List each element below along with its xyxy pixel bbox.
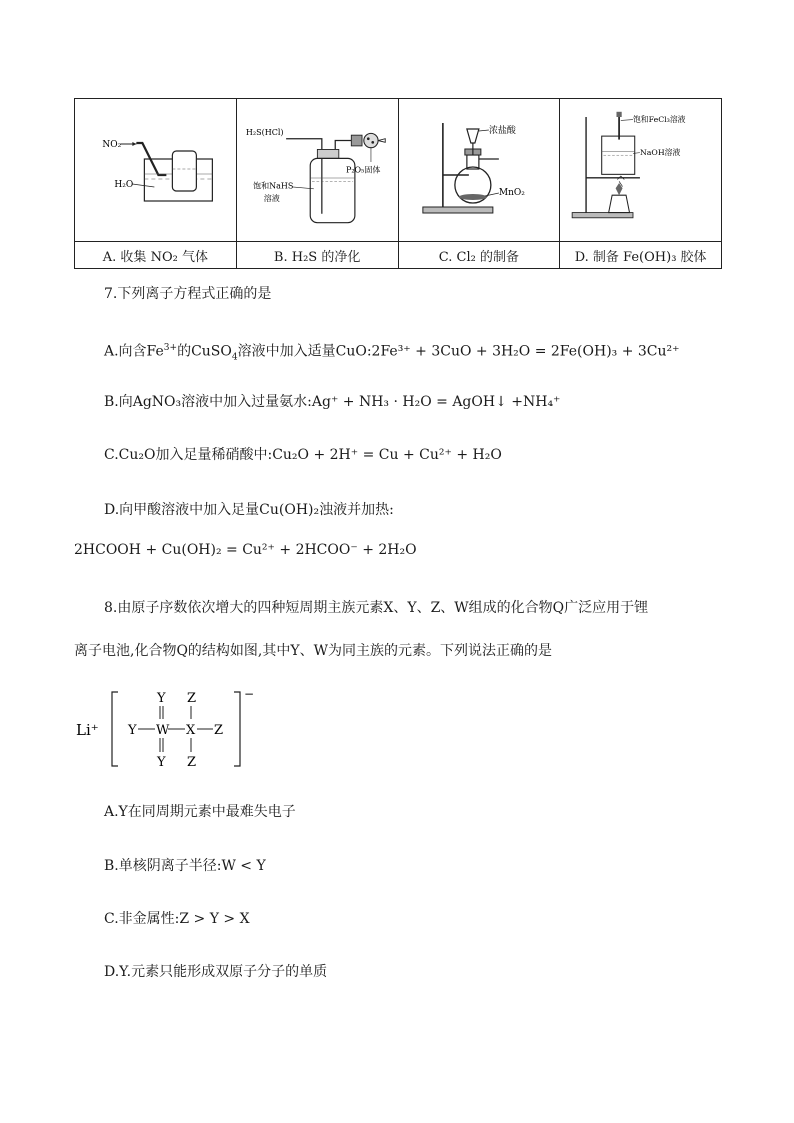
- struct-atom-x: X: [186, 723, 196, 738]
- q7-option-a: A.向含$Fe^{3+}$的CuSO$_4$溶液中加入适量CuO:2Fe³⁺ + 3CuO + 3H₂O = 2Fe(OH)₃ + 3Cu²⁺: [104, 343, 680, 363]
- label-h2s-hcl: H₂S(HCl): [245, 128, 284, 138]
- struct-charge: −: [244, 687, 255, 701]
- struct-atom-z-bottom: Z: [187, 755, 197, 770]
- q7-option-b-text: B.向AgNO₃溶液中加入过量氨水:: [104, 394, 312, 410]
- q7-option-c: [104, 445, 502, 465]
- q8-stem-line2: 离子电池,化合物Q的结构如图,其中Y、W为同主族的元素。下列说法正确的是: [74, 643, 553, 659]
- label-no2: NO₂: [102, 140, 122, 150]
- caption-a: A. 收集 NO₂ 气体: [75, 242, 237, 269]
- h2s-purification-diagram: [237, 99, 398, 241]
- q7-option-b-eq: Ag⁺ + NH₃ · H₂O = AgOH↓ +NH₄⁺: [311, 394, 561, 410]
- no2-collection-diagram: [75, 99, 236, 241]
- struct-atom-y-top: Y: [157, 691, 166, 706]
- struct-atom-y-bottom: Y: [157, 755, 166, 770]
- q8-option-b: B.单核阴离子半径:W < Y: [104, 858, 266, 874]
- apparatus-table: [74, 98, 722, 269]
- apparatus-b-figure: [236, 99, 398, 242]
- struct-atom-y-left: Y: [128, 723, 137, 738]
- cl2-preparation-diagram: [399, 99, 560, 241]
- fe-oh3-colloid-diagram: [560, 99, 721, 241]
- apparatus-a-figure: [75, 99, 237, 242]
- label-p2o5: P₂O₅固体: [345, 165, 381, 175]
- q7-option-a-prefix: A.向含Fe: [104, 343, 164, 360]
- label-nahs: 饱和NaHS: [252, 181, 294, 191]
- label-fecl3: 饱和FeCl₃溶液: [633, 115, 686, 125]
- q7-option-c-eq: Cu₂O + 2H⁺ = Cu + Cu²⁺ + H₂O: [272, 447, 502, 463]
- compound-q-structure: [74, 686, 264, 772]
- q8-option-a: A.Y在同周期元素中最难失电子: [104, 804, 296, 820]
- q7-option-b: [104, 392, 560, 412]
- label-naoh: NaOH溶液: [640, 148, 681, 158]
- q8-option-d: D.Y.元素只能形成双原子分子的单质: [104, 964, 328, 980]
- label-solution: 溶液: [263, 194, 280, 204]
- struct-atom-z-top: Z: [187, 691, 197, 706]
- caption-c: C. Cl₂ 的制备: [398, 242, 560, 269]
- label-h2o: H₂O: [114, 180, 134, 190]
- apparatus-d-figure: [560, 99, 722, 242]
- struct-cation: Li⁺: [76, 721, 99, 739]
- q8-option-c: C.非金属性:Z > Y > X: [104, 911, 250, 927]
- caption-d: D. 制备 Fe(OH)₃ 胶体: [560, 242, 722, 269]
- struct-atom-z-right: Z: [214, 723, 224, 738]
- apparatus-c-figure: [398, 99, 560, 242]
- q7-option-d: D.向甲酸溶液中加入足量Cu(OH)₂浊液并加热:: [104, 502, 394, 518]
- label-mno2: MnO₂: [498, 188, 525, 198]
- q7-option-a-text1: 的CuSO: [177, 343, 232, 360]
- q8-stem-line1: 8.由原子序数依次增大的四种短周期主族元素X、Y、Z、W组成的化合物Q广泛应用于锂: [104, 600, 649, 616]
- q7-option-c-text: C.Cu₂O加入足量稀硝酸中:: [104, 447, 273, 463]
- label-conc-hcl: 浓盐酸: [488, 126, 516, 136]
- struct-atom-w: W: [156, 723, 170, 738]
- q7-option-a-text2: 溶液中加入适量CuO:: [237, 343, 372, 360]
- q7-stem: 7.下列离子方程式正确的是: [104, 286, 272, 302]
- q7-option-a-eq: 2Fe³⁺ + 3CuO + 3H₂O = 2Fe(OH)₃ + 3Cu²⁺: [371, 343, 680, 360]
- q7-option-d-eq: 2HCOOH + Cu(OH)₂ = Cu²⁺ + 2HCOO⁻ + 2H₂O: [74, 542, 417, 558]
- caption-b: B. H₂S 的净化: [236, 242, 398, 269]
